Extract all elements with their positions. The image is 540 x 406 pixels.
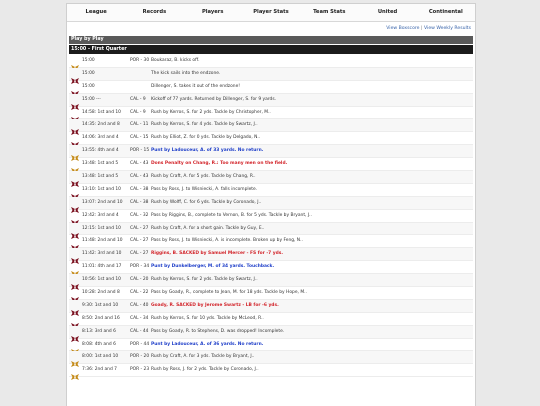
play-time: 10:28: 2nd and 8 [82, 290, 120, 296]
team-logo-icon [71, 341, 79, 349]
play-field-position: POR - 34 [130, 264, 150, 270]
play-description: Rush by Ross, J. for 2 yds. Tackle by Coronado, J.. [151, 367, 259, 373]
nav-league[interactable]: League [85, 9, 107, 15]
nav-player-stats[interactable]: Player Stats [253, 9, 289, 15]
link-separator: | [420, 26, 423, 31]
play-description: Riggins, B. SACKED by Samuel Mercer - FS for -7 yds. [151, 251, 284, 257]
team-logo-icon [71, 289, 79, 297]
play-row [69, 223, 473, 236]
play-time: 10:56: 1st and 10 [82, 277, 121, 283]
team-logo-icon [71, 366, 79, 374]
nav-players[interactable]: Players [201, 9, 224, 15]
play-description: Pass by Ross, J. to Wisniecki, A. falls incomplete. [151, 186, 258, 192]
play-field-position: CAL - 40 [130, 302, 149, 308]
main-nav [67, 4, 475, 22]
plays-list [69, 55, 473, 377]
play-time: 15:00 --- [82, 96, 101, 102]
play-time: 13:10: 1st and 10 [82, 186, 121, 192]
play-time: 12:42: 3rd and 4 [82, 212, 119, 218]
play-description: Rush by Craft, A. for 5 yds. Tackle by Chang, R.. [151, 174, 256, 180]
play-time: 14:06: 3rd and 4 [82, 135, 119, 141]
play-description: Rush by Kerros, S. for 2 yds. Tackle by Swartz, J.. [151, 277, 258, 283]
play-field-position: CAL - 34 [130, 315, 149, 321]
play-row [69, 235, 473, 248]
team-logo-icon [71, 57, 79, 65]
team-logo-icon [71, 109, 79, 117]
play-row [69, 351, 473, 364]
play-row [69, 287, 473, 300]
play-time: 13:48: 1st and 5 [82, 161, 119, 167]
play-field-position: CAL - 43 [130, 174, 149, 180]
play-time: 15:00 [82, 83, 95, 89]
play-field-position: CAL - 20 [130, 277, 149, 283]
play-field-position: CAL - 32 [130, 212, 149, 218]
play-description: Kickoff of 77 yards. Returned by Dillenger, S. for 9 yards. [151, 96, 277, 102]
play-field-position: CAL - 38 [130, 199, 149, 205]
play-time: 13:07: 2nd and 10 [82, 199, 123, 205]
play-row [69, 132, 473, 145]
play-row [69, 145, 473, 158]
play-field-position: CAL - 38 [130, 186, 149, 192]
play-description: Rush by Kerros, S. for 2 yds. Tackle by Christopher, M.. [151, 109, 271, 115]
team-logo-icon [71, 263, 79, 271]
play-time: 8:08: 4th and 6 [82, 341, 116, 347]
team-logo-icon [71, 160, 79, 168]
play-row [69, 326, 473, 339]
team-logo-icon [71, 134, 79, 142]
team-logo-icon [71, 328, 79, 336]
quarter-header: 15:00 - First Quarter [69, 45, 473, 54]
play-description: The kick sails into the endzone. [151, 70, 221, 76]
play-description: Pass by Goady, R., complete to Jean, M. for 18 yds. Tackle by Hope, M.. [151, 290, 307, 296]
play-time: 11:48: 2nd and 10 [82, 238, 123, 244]
play-field-position: POR - 20 [130, 354, 150, 360]
play-row [69, 81, 473, 94]
team-logo-icon [71, 276, 79, 284]
play-row [69, 313, 473, 326]
play-field-position: POR - 44 [130, 341, 150, 347]
play-row [69, 197, 473, 210]
play-field-position: CAL - 15 [130, 135, 149, 141]
play-time: 15:00 [82, 70, 95, 76]
play-description: Pass by Ross, J. to Wisniecki, A. is incomplete. Broken up by Feng, N.. [151, 238, 303, 244]
play-field-position: CAL - 27 [130, 225, 149, 231]
play-field-position: CAL - 9 [130, 109, 146, 115]
play-time: 13:48: 1st and 5 [82, 174, 119, 180]
play-field-position: CAL - 22 [130, 290, 149, 296]
play-description: Rush by Kerros, S. for 10 yds. Tackle by McLeod, R.. [151, 315, 264, 321]
nav-continental[interactable]: Continental [428, 9, 463, 15]
team-logo-icon [71, 147, 79, 155]
team-logo-icon [71, 83, 79, 91]
play-description: Rush by Craft, A. for a short gain. Tackle by Guy, E.. [151, 225, 265, 231]
play-description: Dons Penalty on Chang, R.: Too many men on the field. [151, 161, 288, 167]
play-field-position: CAL - 27 [130, 238, 149, 244]
play-row [69, 339, 473, 352]
team-logo-icon [71, 237, 79, 245]
play-time: 9:30: 1st and 10 [82, 302, 119, 308]
play-row [69, 158, 473, 171]
play-description: Punt by Dunkelberger, M. of 34 yards. Touchback. [151, 264, 275, 270]
play-field-position: CAL - 9 [130, 96, 146, 102]
play-row [69, 68, 473, 81]
play-row [69, 119, 473, 132]
team-logo-icon [71, 250, 79, 258]
team-logo-icon [71, 121, 79, 129]
view-boxscore-link[interactable]: View Boxscore [386, 26, 420, 31]
play-row [69, 94, 473, 107]
nav-records[interactable]: Records [142, 9, 167, 15]
play-time: 13:55: 4th and 4 [82, 148, 119, 154]
play-row [69, 210, 473, 223]
play-time: 11:42: 3rd and 10 [82, 251, 122, 257]
team-logo-icon [71, 225, 79, 233]
play-time: 8:13: 3rd and 6 [82, 328, 116, 334]
view-weekly-results-link[interactable]: View Weekly Results [424, 26, 471, 31]
play-field-position: CAL - 27 [130, 251, 149, 257]
team-logo-icon [71, 173, 79, 181]
nav-united[interactable]: United [377, 9, 398, 15]
play-field-position: POR - 15 [130, 148, 150, 154]
team-logo-icon [71, 96, 79, 104]
team-logo-icon [71, 70, 79, 78]
play-row [69, 184, 473, 197]
play-description: Punt by Ladouceur, A. of 36 yards. No return. [151, 341, 264, 347]
result-links [67, 24, 471, 33]
play-description: Pass by Goady, R. to Stephens, D. was dropped! Incomplete. [151, 328, 285, 334]
play-row [69, 55, 473, 68]
section-title: Play by Play [69, 36, 473, 44]
play-time: 8:50: 2nd and 16 [82, 315, 120, 321]
play-row [69, 300, 473, 313]
play-time: 7:36: 2nd and 7 [82, 367, 117, 373]
play-time: 14:35: 2nd and 8 [82, 122, 120, 128]
play-time: 8:00: 1st and 10 [82, 354, 119, 360]
team-logo-icon [71, 353, 79, 361]
page-container [66, 3, 476, 406]
play-time: 12:15: 1st and 10 [82, 225, 121, 231]
nav-team-stats[interactable]: Team Stats [313, 9, 346, 15]
play-description: Rush by Wolff, C. for 6 yds. Tackle by Coronado, J.. [151, 199, 262, 205]
play-field-position: POR - 30 [130, 58, 150, 63]
team-logo-icon [71, 186, 79, 194]
play-field-position: CAL - 11 [130, 122, 149, 128]
play-time: 14:58: 1st and 10 [82, 109, 121, 115]
play-row [69, 261, 473, 274]
play-row [69, 248, 473, 261]
play-row [69, 171, 473, 184]
play-row [69, 274, 473, 287]
play-time: 11:01: 4th and 17 [82, 264, 122, 270]
play-row [69, 107, 473, 120]
play-description: Rush by Elliot, Z. for 0 yds. Tackle by Delgado, N.. [151, 135, 261, 141]
team-logo-icon [71, 315, 79, 323]
team-logo-icon [71, 212, 79, 220]
play-row [69, 364, 473, 377]
play-description: Pass by Riggins, B., complete to Vernon, B. for 5 yds. Tackle by Bryant, J.. [151, 212, 312, 218]
play-description: Dillenger, S. takes it out of the endzone! [151, 83, 241, 89]
play-field-position: POR - 23 [130, 367, 150, 373]
play-description: Goady, R. SACKED by Jerome Swartz - LB for -6 yds. [151, 302, 279, 308]
play-time: 15:00 [82, 58, 95, 63]
play-field-position: CAL - 43 [130, 161, 149, 167]
play-description: Boukaraz, B. kicks off. [151, 58, 200, 63]
play-field-position: CAL - 44 [130, 328, 149, 334]
team-logo-icon [71, 302, 79, 310]
play-description: Rush by Kerros, S. for 4 yds. Tackle by Swartz, J.. [151, 122, 258, 128]
play-description: Punt by Ladouceur, A. of 33 yards. No return. [151, 148, 264, 154]
play-description: Rush by Craft, A. for 3 yds. Tackle by Bryant, J.. [151, 354, 255, 360]
team-logo-icon [71, 199, 79, 207]
